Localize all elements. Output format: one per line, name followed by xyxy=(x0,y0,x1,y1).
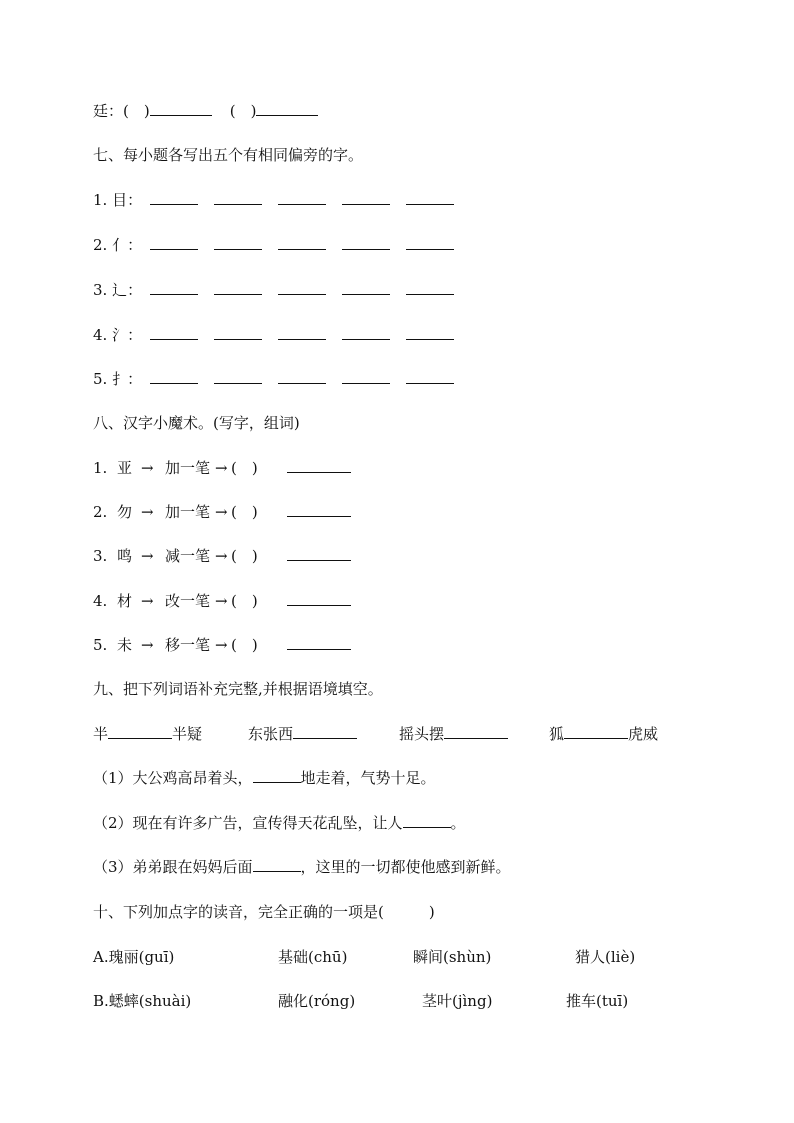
answer-blank[interactable] xyxy=(406,369,454,384)
section-8-item-3 xyxy=(93,546,351,566)
arrow-icon: → xyxy=(141,636,154,654)
answer-paren[interactable]: ( ) xyxy=(231,547,258,565)
arrow-icon: → xyxy=(215,547,228,565)
answer-blank[interactable] xyxy=(342,280,390,295)
sentence-blank[interactable] xyxy=(253,857,301,872)
idiom-text: 狐 xyxy=(549,725,565,743)
arrow-icon: → xyxy=(215,636,228,654)
answer-blank[interactable] xyxy=(278,369,326,384)
operation: 加一笔 xyxy=(165,503,211,521)
sentence-text: 地走着，气势十足。 xyxy=(300,769,436,787)
operation: 加一笔 xyxy=(165,459,211,477)
sentence-text: 。 xyxy=(450,814,466,832)
sentence-text: （1）大公鸡高昂着头， xyxy=(93,769,253,787)
section-8-item-2 xyxy=(93,502,351,522)
source-char: 亚 xyxy=(117,459,133,477)
ting-paren-2[interactable]: ( ) xyxy=(229,102,257,120)
answer-blank[interactable] xyxy=(287,458,351,473)
answer-blank[interactable] xyxy=(150,235,198,250)
option-a-2: 基础(chū) xyxy=(278,948,348,966)
section-7-item-5 xyxy=(93,369,454,389)
answer-blank[interactable] xyxy=(278,280,326,295)
arrow-icon: → xyxy=(141,592,154,610)
answer-paren[interactable]: ( ) xyxy=(231,592,258,610)
answer-paren[interactable]: ( ) xyxy=(231,503,258,521)
answer-blank[interactable] xyxy=(214,190,262,205)
answer-blank[interactable] xyxy=(278,235,326,250)
answer-blank[interactable] xyxy=(150,190,198,205)
section-7-item-1 xyxy=(93,190,454,210)
operation: 移一笔 xyxy=(165,636,211,654)
arrow-icon: → xyxy=(141,503,154,521)
answer-blank[interactable] xyxy=(406,190,454,205)
sentence-text: （3）弟弟跟在妈妈后面 xyxy=(93,858,253,876)
sentence-text: （2）现在有许多广告，宣传得天花乱坠，让人 xyxy=(93,814,403,832)
arrow-icon: → xyxy=(215,592,228,610)
sentence-2 xyxy=(93,813,466,833)
answer-blank[interactable] xyxy=(406,325,454,340)
option-b-2: 融化(róng) xyxy=(278,992,356,1010)
arrow-icon: → xyxy=(141,459,154,477)
idiom-blank[interactable] xyxy=(293,724,357,739)
answer-blank[interactable] xyxy=(287,591,351,606)
idiom-blank[interactable] xyxy=(108,724,172,739)
section-8-item-1 xyxy=(93,458,351,478)
ting-blank-2[interactable] xyxy=(256,101,318,116)
ting-blank-1[interactable] xyxy=(150,101,212,116)
section-7-item-2 xyxy=(93,235,454,255)
section-8-item-4 xyxy=(93,591,351,611)
source-char: 材 xyxy=(117,592,133,610)
answer-blank[interactable] xyxy=(342,235,390,250)
item-label: 3. 辶： xyxy=(93,281,143,299)
idiom-text: 摇头摆 xyxy=(399,725,445,743)
answer-blank[interactable] xyxy=(150,325,198,340)
answer-blank[interactable] xyxy=(342,369,390,384)
item-label: 2. 亻： xyxy=(93,236,143,254)
idiom-text: 半 xyxy=(93,725,109,743)
section-8-item-5 xyxy=(93,635,351,655)
item-number: 3. xyxy=(93,547,108,565)
answer-blank[interactable] xyxy=(214,235,262,250)
idiom-text: 虎威 xyxy=(628,725,659,743)
idiom-2 xyxy=(248,724,357,744)
answer-blank[interactable] xyxy=(406,235,454,250)
sentence-1 xyxy=(93,768,436,788)
answer-blank[interactable] xyxy=(150,280,198,295)
source-char: 未 xyxy=(117,636,133,654)
answer-blank[interactable] xyxy=(287,502,351,517)
sentence-blank[interactable] xyxy=(403,813,451,828)
answer-blank[interactable] xyxy=(214,369,262,384)
answer-blank[interactable] xyxy=(287,546,351,561)
idiom-4 xyxy=(549,724,658,744)
idiom-blank[interactable] xyxy=(444,724,508,739)
answer-blank[interactable] xyxy=(214,325,262,340)
answer-blank[interactable] xyxy=(406,280,454,295)
answer-blank[interactable] xyxy=(278,190,326,205)
answer-blank[interactable] xyxy=(150,369,198,384)
section-10-title: 十、下列加点字的读音，完全正确的一项是( ) xyxy=(93,903,435,921)
section-7-title: 七、每小题各写出五个有相同偏旁的字。 xyxy=(93,146,364,164)
arrow-icon: → xyxy=(141,547,154,565)
sentence-text: ，这里的一切都使他感到新鲜。 xyxy=(300,858,511,876)
item-number: 5. xyxy=(93,636,108,654)
option-b-1[interactable]: B.蟋蟀(shuài) xyxy=(93,992,192,1010)
idiom-blank[interactable] xyxy=(564,724,628,739)
sentence-3 xyxy=(93,857,511,877)
answer-paren[interactable]: ( ) xyxy=(231,636,258,654)
section-7-item-3 xyxy=(93,280,454,300)
option-a-4: 猎人(liè) xyxy=(575,948,636,966)
item-number: 4. xyxy=(93,592,108,610)
item-label: 4. 氵： xyxy=(93,326,143,344)
option-a-3: 瞬间(shùn) xyxy=(413,948,492,966)
answer-blank[interactable] xyxy=(342,325,390,340)
answer-blank[interactable] xyxy=(214,280,262,295)
ting-char: 廷： xyxy=(93,102,124,120)
idiom-text: 半疑 xyxy=(172,725,203,743)
idiom-text: 东张西 xyxy=(248,725,294,743)
item-label: 5. 扌： xyxy=(93,370,143,388)
answer-blank[interactable] xyxy=(287,635,351,650)
operation: 减一笔 xyxy=(165,547,211,565)
item-number: 1. xyxy=(93,459,108,477)
arrow-icon: → xyxy=(215,503,228,521)
section-8-title: 八、汉字小魔术。(写字，组词) xyxy=(93,414,300,432)
section-9-title: 九、把下列词语补充完整,并根据语境填空。 xyxy=(93,680,383,698)
answer-blank[interactable] xyxy=(278,325,326,340)
item-number: 2. xyxy=(93,503,108,521)
ting-line xyxy=(93,101,318,121)
section-7-item-4 xyxy=(93,325,454,345)
idiom-3 xyxy=(399,724,508,744)
sentence-blank[interactable] xyxy=(253,768,301,783)
option-b-3: 茎叶(jìng) xyxy=(422,992,493,1010)
ting-paren-1[interactable]: ( ) xyxy=(123,102,150,120)
option-a-1[interactable]: A.瑰丽(guī) xyxy=(93,948,175,966)
operation: 改一笔 xyxy=(165,592,211,610)
answer-blank[interactable] xyxy=(342,190,390,205)
arrow-icon: → xyxy=(215,459,228,477)
idiom-1 xyxy=(93,724,202,744)
source-char: 鸣 xyxy=(117,547,133,565)
option-b-4: 推车(tuī) xyxy=(566,992,629,1010)
answer-paren[interactable]: ( ) xyxy=(231,459,258,477)
source-char: 勿 xyxy=(117,503,133,521)
item-label: 1. 目： xyxy=(93,191,143,209)
